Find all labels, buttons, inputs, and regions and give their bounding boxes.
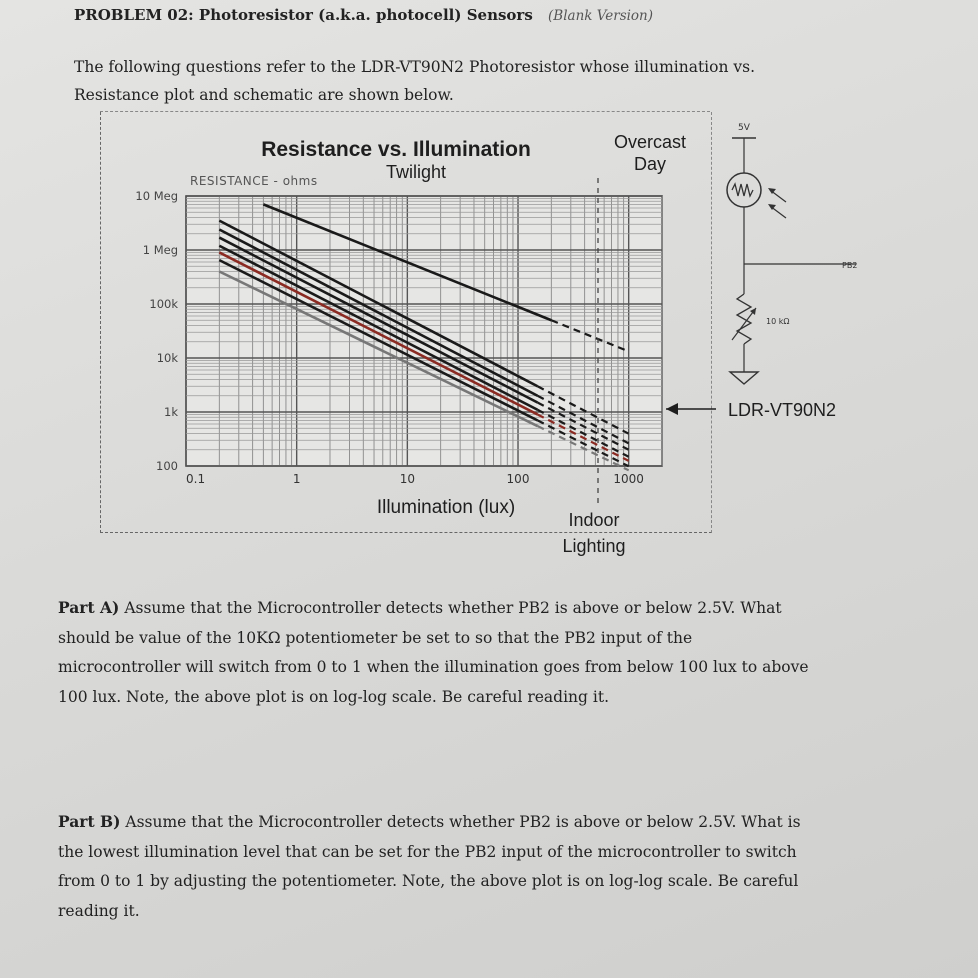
y-tick-label: 1k bbox=[164, 405, 178, 419]
intro-line-2: Resistance plot and schematic are shown below. bbox=[74, 86, 454, 104]
part-b-label: Part B) bbox=[58, 812, 121, 831]
part-b-line-4: reading it. bbox=[58, 901, 140, 920]
supply-label: 5V bbox=[738, 123, 750, 133]
x-tick-labels bbox=[186, 472, 644, 486]
ldr-label: LDR-VT90N2 bbox=[728, 400, 837, 420]
part-a-line-2: should be value of the 10KΩ potentiometer be set to so that the PB2 input of the bbox=[58, 628, 693, 647]
part-a-line-4: 100 lux. Note, the above plot is on log-log scale. Be careful reading it. bbox=[58, 687, 609, 706]
intro-line-1: The following questions refer to the LDR-VT90N2 Photoresistor whose illumination vs. bbox=[74, 58, 756, 76]
y-tick-label: 10k bbox=[156, 351, 178, 365]
pb2-label: PB2 bbox=[842, 261, 858, 270]
part-b-line-1: Part B) Assume that the Microcontroller detects whether PB2 is above or below 2.5V. What is bbox=[58, 812, 801, 831]
resistor-label: 10 kΩ bbox=[766, 317, 790, 326]
ldr-arrow-head bbox=[666, 403, 678, 415]
part-a bbox=[58, 593, 918, 712]
chart-grid bbox=[186, 196, 662, 466]
annotation-twilight: Twilight bbox=[385, 162, 447, 182]
potentiometer-symbol bbox=[737, 294, 751, 344]
problem-title bbox=[74, 6, 653, 24]
y-tick-label: 10 Meg bbox=[135, 189, 178, 203]
resistance-chart bbox=[96, 118, 896, 568]
x-axis-label: Illumination (lux) bbox=[376, 497, 516, 518]
annotation-overcast: Overcast Day bbox=[613, 132, 687, 174]
part-b-line-2: the lowest illumination level that can be set for the PB2 input of the microcontroller to switch bbox=[58, 842, 797, 861]
y-tick-label: 1 Meg bbox=[142, 243, 178, 257]
ground-symbol bbox=[730, 372, 758, 384]
plot-area bbox=[186, 196, 662, 466]
part-b bbox=[58, 807, 918, 926]
y-tick-label: 100k bbox=[149, 297, 178, 311]
part-b-line-3: from 0 to 1 by adjusting the potentiometer. Note, the above plot is on log-log scale. Be careful bbox=[58, 872, 799, 890]
part-a-line-1: Part A) Assume that the Microcontroller detects whether PB2 is above or below 2.5V. What bbox=[58, 598, 782, 617]
problem-title-text: PROBLEM 02: Photoresistor (a.k.a. photocell) Sensors bbox=[74, 6, 533, 24]
part-a-line-3: microcontroller will switch from 0 to 1 when the illumination goes from below 100 lux to above bbox=[58, 658, 809, 676]
x-tick-label: 1 bbox=[292, 472, 301, 486]
annotation-indoor: Indoor Lighting bbox=[562, 510, 626, 556]
y-axis-label: RESISTANCE - ohms bbox=[190, 174, 318, 188]
x-tick-label: 0.1 bbox=[186, 472, 206, 486]
y-tick-labels bbox=[135, 189, 178, 473]
version-label: (Blank Version) bbox=[548, 8, 654, 24]
part-a-label: Part A) bbox=[58, 598, 120, 617]
y-tick-label: 100 bbox=[156, 459, 178, 473]
circuit-schematic bbox=[727, 123, 857, 384]
chart-title: Resistance vs. Illumination bbox=[261, 138, 531, 161]
x-tick-label: 100 bbox=[506, 472, 530, 486]
x-tick-label: 1000 bbox=[613, 472, 644, 486]
x-tick-label: 10 bbox=[399, 472, 415, 486]
